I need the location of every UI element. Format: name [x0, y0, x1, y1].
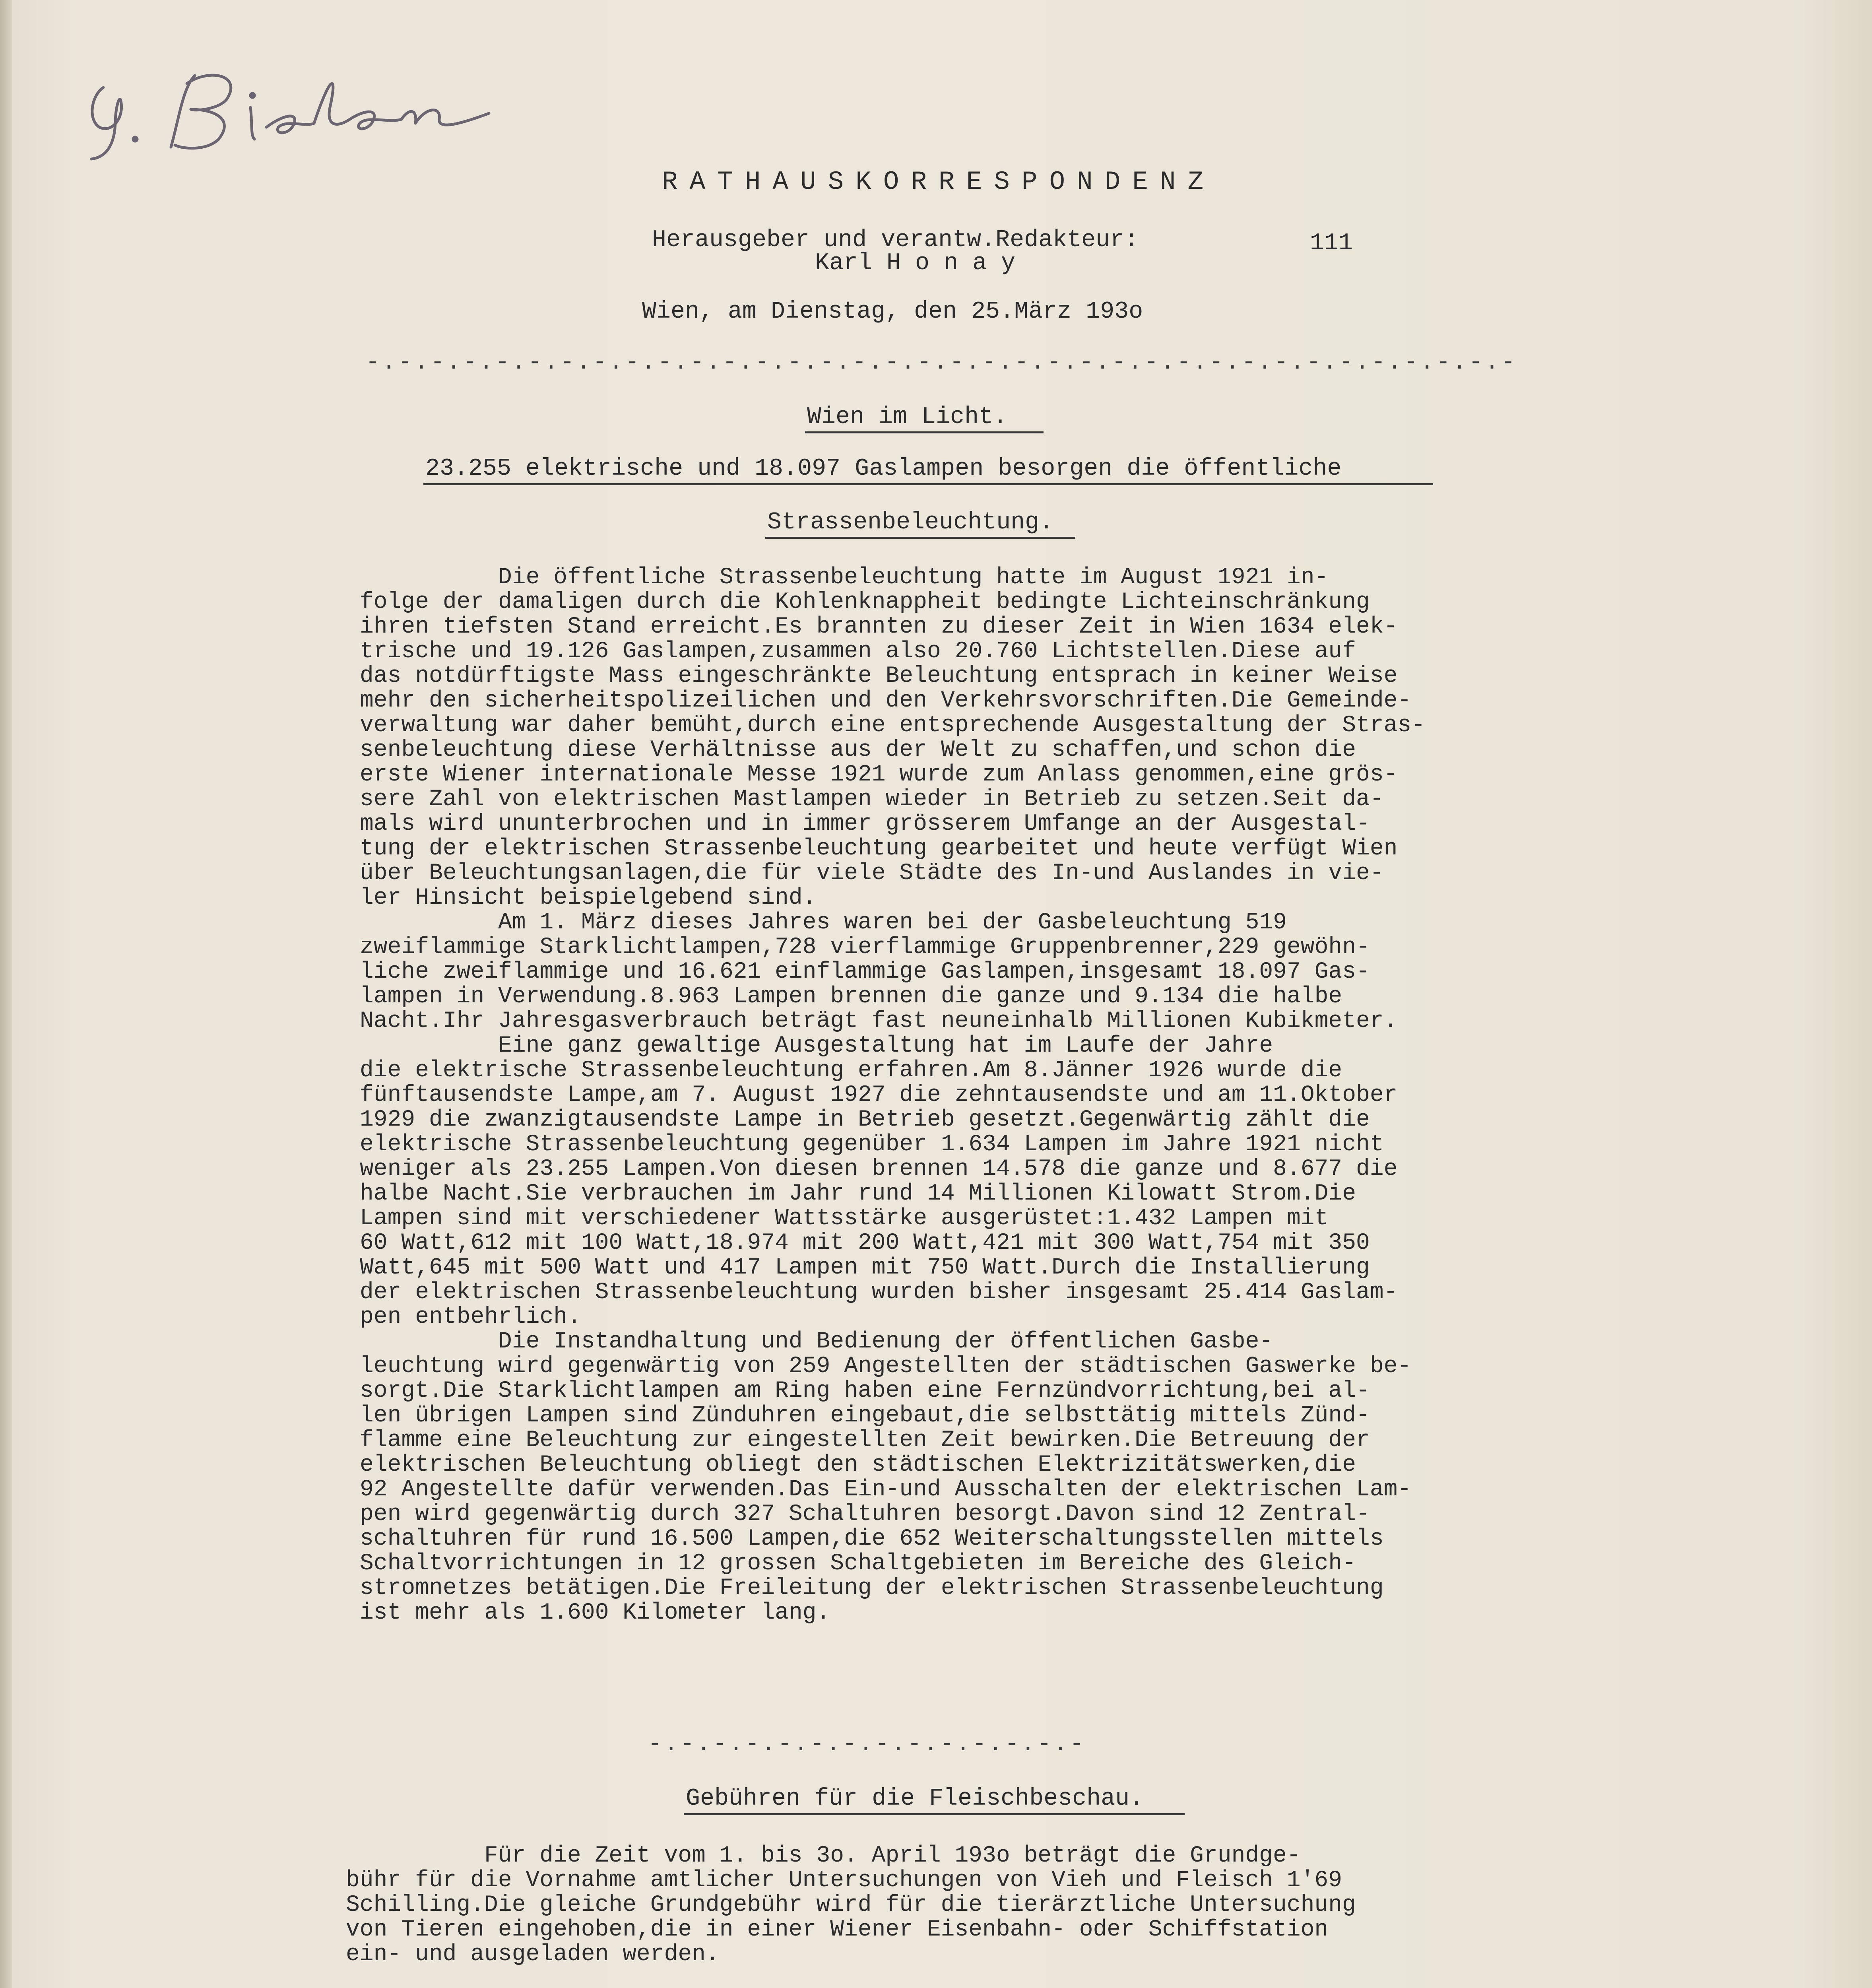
article2-title: Gebühren für die Fleischbeschau.: [686, 1785, 1144, 1812]
body-line: Am 1. März dieses Jahres waren bei der Gasbeleuchtung 519: [360, 910, 1287, 936]
body-line: schaltuhren für rund 16.500 Lampen,die 652 Weiterschaltungsstellen mittels: [360, 1526, 1384, 1552]
body-line: Watt,645 mit 500 Watt und 417 Lampen mit 750 Watt.Durch die Installierung: [360, 1255, 1370, 1281]
body-line: len übrigen Lampen sind Zünduhren eingebaut,die selbsttätig mittels Zünd-: [360, 1403, 1370, 1429]
body-line: elektrische Strassenbeleuchtung gegenüber 1.634 Lampen im Jahre 1921 nicht: [360, 1132, 1384, 1157]
body-line: senbeleuchtung diese Verhältnisse aus der Welt zu schaffen,und schon die: [360, 737, 1356, 763]
body-line: mehr den sicherheitspolizeilichen und den Verkehrsvorschriften.Die Gemeinde-: [360, 688, 1412, 714]
body-line: die elektrische Strassenbeleuchtung erfahren.Am 8.Jänner 1926 wurde die: [360, 1058, 1342, 1083]
body-line: weniger als 23.255 Lampen.Von diesen brennen 14.578 die ganze und 8.677 die: [360, 1156, 1398, 1182]
body-line: ist mehr als 1.600 Kilometer lang.: [360, 1600, 830, 1626]
body-line: ein- und ausgeladen werden.: [346, 1941, 720, 1967]
subtitle-underline-2: [765, 537, 1075, 539]
body-line: 1929 die zwanzigtausendste Lampe in Betrieb gesetzt.Gegenwärtig zählt die: [360, 1107, 1370, 1133]
issue-number: 111: [1310, 230, 1353, 257]
body-line: halbe Nacht.Sie verbrauchen im Jahr rund 14 Millionen Kilowatt Strom.Die: [360, 1181, 1356, 1207]
body-line: Für die Zeit vom 1. bis 3o. April 193o beträgt die Grundge-: [346, 1843, 1301, 1869]
article2-title-underline: [684, 1813, 1185, 1815]
body-line: 60 Watt,612 mit 100 Watt,18.974 mit 200 Watt,421 mit 300 Watt,754 mit 350: [360, 1230, 1370, 1256]
subtitle-underline: [423, 483, 1433, 485]
body-line: pen entbehrlich.: [360, 1304, 581, 1330]
editor-name: Karl H o n a y: [815, 250, 1016, 277]
separator-top: -.-.-.-.-.-.-.-.-.-.-.-.-.-.-.-.-.-.-.-.-.-.-.-.-.-.-.-.-.-.-.-.-.-.-.-: [366, 350, 1518, 376]
body-line: von Tieren eingehoben,die in einer Wiener Eisenbahn- oder Schiffstation: [346, 1917, 1329, 1943]
separator-1: -.-.-.-.-.-.-.-.-.-.-.-.-.-: [648, 1732, 1086, 1757]
body-line: Die öffentliche Strassenbeleuchtung hatte im August 1921 in-: [360, 565, 1329, 590]
body-line: ler Hinsicht beispielgebend sind.: [360, 885, 817, 911]
body-line: sorgt.Die Starklichtlampen am Ring haben eine Fernzündvorrichtung,bei al-: [360, 1378, 1370, 1404]
body-line: stromnetzes betätigen.Die Freileitung der elektrischen Strassenbeleuchtung: [360, 1575, 1384, 1601]
publisher-line: Herausgeber und verantw.Redakteur:: [652, 227, 1139, 254]
body-line: bühr für die Vornahme amtlicher Untersuchungen von Vieh und Fleisch 1'69: [346, 1868, 1342, 1893]
body-line: elektrischen Beleuchtung obliegt den städtischen Elektrizitätswerken,die: [360, 1452, 1356, 1478]
body-line: das notdürftigste Mass eingeschränkte Beleuchtung entsprach in keiner Weise: [360, 663, 1398, 689]
body-line: liche zweiflammige und 16.621 einflammige Gaslampen,insgesamt 18.097 Gas-: [360, 959, 1370, 985]
body-line: tung der elektrischen Strassenbeleuchtung gearbeitet und heute verfügt Wien: [360, 836, 1398, 862]
masthead: RATHAUSKORRESPONDENZ: [662, 167, 1216, 197]
body-line: der elektrischen Strassenbeleuchtung wurden bisher insgesamt 25.414 Gaslam-: [360, 1279, 1398, 1305]
dateline: Wien, am Dienstag, den 25.März 193o: [642, 298, 1143, 325]
body-line: folge der damaligen durch die Kohlenknappheit bedingte Lichteinschränkung: [360, 589, 1370, 615]
body-line: 92 Angestellte dafür verwenden.Das Ein-und Ausschalten der elektrischen Lam-: [360, 1477, 1412, 1503]
body-line: Schilling.Die gleiche Grundgebühr wird für die tierärztliche Untersuchung: [346, 1892, 1356, 1918]
body-line: Lampen sind mit verschiedener Wattsstärke ausgerüstet:1.432 Lampen mit: [360, 1206, 1329, 1231]
body-line: lampen in Verwendung.8.963 Lampen brennen die ganze und 9.134 die halbe: [360, 984, 1342, 1010]
body-line: trische und 19.126 Gaslampen,zusammen also 20.760 Lichtstellen.Diese auf: [360, 639, 1356, 664]
body-line: mals wird ununterbrochen und in immer grösserem Umfange an der Ausgestal-: [360, 811, 1370, 837]
body-line: erste Wiener internationale Messe 1921 wurde zum Anlass genommen,eine grös-: [360, 762, 1398, 788]
article-subtitle-cont: Strassenbeleuchtung.: [767, 509, 1054, 536]
handwritten-signature: [76, 60, 505, 163]
body-line: Eine ganz gewaltige Ausgestaltung hat im Laufe der Jahre: [360, 1033, 1273, 1059]
body-line: Die Instandhaltung und Bedienung der öffentlichen Gasbe-: [360, 1329, 1273, 1355]
body-line: ihren tiefsten Stand erreicht.Es brannten zu dieser Zeit in Wien 1634 elek-: [360, 614, 1398, 640]
article-subtitle: 23.255 elektrische und 18.097 Gaslampen besorgen die öffentliche: [425, 455, 1342, 482]
body-line: leuchtung wird gegenwärtig von 259 Angestellten der städtischen Gaswerke be-: [360, 1353, 1412, 1379]
body-line: pen wird gegenwärtig durch 327 Schaltuhren besorgt.Davon sind 12 Zentral-: [360, 1501, 1370, 1527]
body-line: sere Zahl von elektrischen Mastlampen wieder in Betrieb zu setzen.Seit da-: [360, 786, 1384, 812]
article-title: Wien im Licht.: [807, 404, 1008, 431]
body-line: verwaltung war daher bemüht,durch eine entsprechende Ausgestaltung der Stras-: [360, 712, 1426, 738]
page-binding-edge: [0, 0, 12, 1988]
body-line: über Beleuchtungsanlagen,die für viele Städte des In-und Auslandes in vie-: [360, 860, 1384, 886]
body-line: fünftausendste Lampe,am 7. August 1927 die zehntausendste und am 11.Oktober: [360, 1082, 1398, 1108]
body-line: zweiflammige Starklichtlampen,728 vierflammige Gruppenbrenner,229 gewöhn-: [360, 934, 1370, 960]
title-underline: [805, 431, 1044, 433]
body-line: Nacht.Ihr Jahresgasverbrauch beträgt fast neuneinhalb Millionen Kubikmeter.: [360, 1008, 1398, 1034]
body-line: flamme eine Beleuchtung zur eingestellten Zeit bewirken.Die Betreuung der: [360, 1427, 1370, 1453]
body-line: Schaltvorrichtungen in 12 grossen Schaltgebieten im Bereiche des Gleich-: [360, 1551, 1356, 1576]
